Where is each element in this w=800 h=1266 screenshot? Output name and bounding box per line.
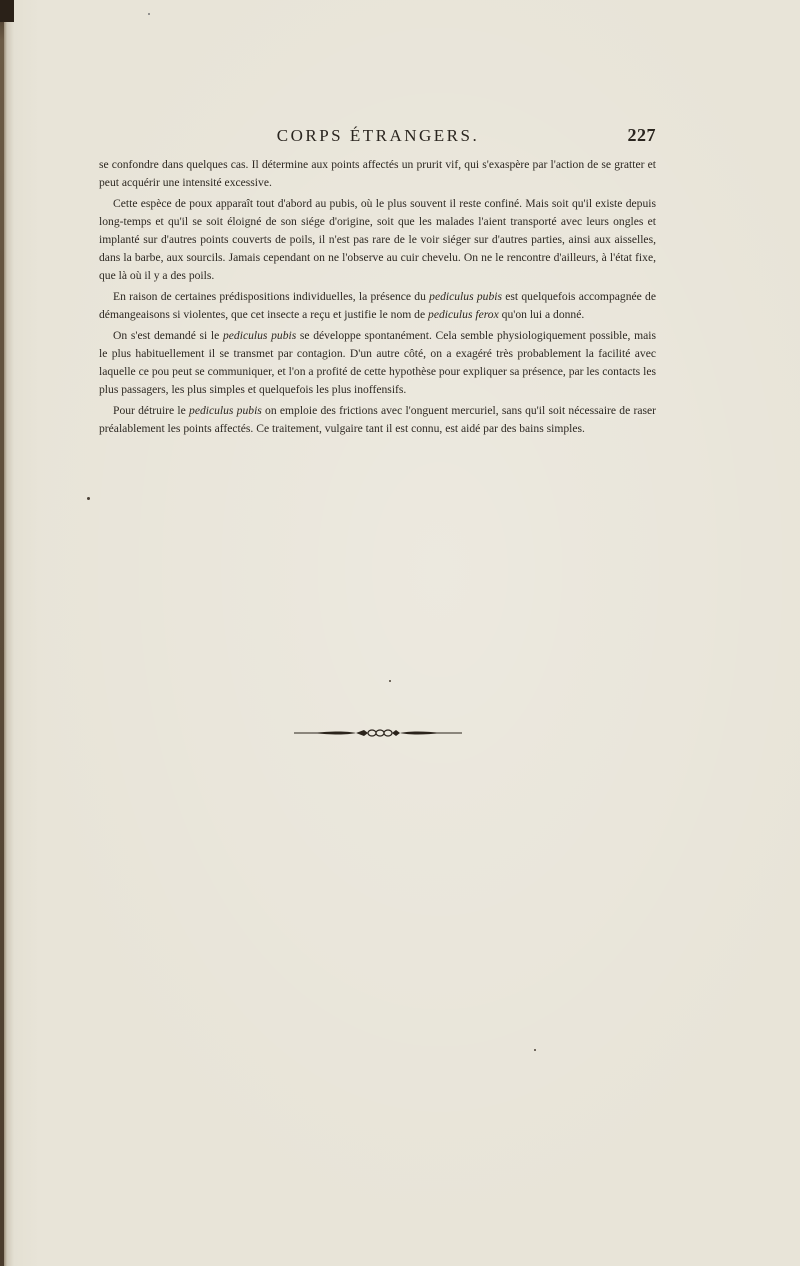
italic-term: pediculus pubis xyxy=(189,404,262,417)
text-run: est quelquefois accompagnée de démangeaisons si violentes, que cet insecte a reçu et justifie le nom de xyxy=(99,290,656,321)
italic-term: pediculus ferox xyxy=(428,308,499,321)
text-run: on emploie des frictions avec l'onguent mercuriel, sans qu'il soit nécessaire de raser préalablement les points affectés. Ce traitement, vulgaire tant il est connu, est aidé par des bains simples. xyxy=(99,404,656,435)
paragraph xyxy=(99,327,656,399)
text-run: se confondre dans quelques cas. Il détermine aux points affectés un prurit vif, qui s'exaspère par l'action de se gratter et peut acquérir une intensité excessive. xyxy=(99,158,656,189)
paragraph xyxy=(99,288,656,324)
text-run: Cette espèce de poux apparaît tout d'abord au pubis, où le plus souvent il reste confiné. Mais soit qu'il existe depuis long-temps et qu'il se soit éloigné de son siége d'origine, soit que les malades l'aient transporté avec leurs ongles et implanté sur d'autres points couverts de poils, il n'est pas rare de le voir siéger sur d'autres parties, ainsi aux aisselles, dans la barbe, aux sourcils. Jamais cependant on ne l'observe au cuir chevelu. On ne le rencontre d'ailleurs, à l'état fixe, que là où il y a des poils. xyxy=(99,197,656,282)
running-head xyxy=(100,126,656,150)
text-run: se développe spontanément. Cela semble physiologiquement possible, mais le plus habituellement il se transmet par contagion. D'un autre côté, on a exagéré très probablement la facilité avec laquelle ce pou peut se communiquer, et l'on a profité de cette hypothèse pour expliquer sa présence, par les contacts les plus passagers, les plus simples et quelquefois les plus inoffensifs. xyxy=(99,329,656,396)
paragraph xyxy=(99,195,656,285)
text-run: qu'on lui a donné. xyxy=(498,308,585,321)
page-corner-shadow xyxy=(0,0,14,22)
text-run: On s'est demandé si le xyxy=(113,329,223,342)
page-number: 227 xyxy=(627,125,656,145)
italic-term: pediculus pubis xyxy=(429,290,502,303)
book-binding-edge xyxy=(0,0,4,1266)
text-run: En raison de certaines prédispositions individuelles, la présence du xyxy=(113,290,430,303)
paragraph xyxy=(99,156,656,192)
ink-speck xyxy=(148,13,150,15)
ink-speck xyxy=(389,680,391,682)
tailpiece-ornament-icon xyxy=(292,726,464,740)
italic-term: pediculus pubis xyxy=(222,329,297,342)
text-run: Pour détruire le xyxy=(113,404,190,417)
body-text xyxy=(99,156,656,441)
ink-speck xyxy=(534,1049,536,1051)
ink-speck xyxy=(87,497,90,500)
page-title: CORPS ÉTRANGERS. xyxy=(276,126,480,145)
paragraph xyxy=(99,402,656,438)
